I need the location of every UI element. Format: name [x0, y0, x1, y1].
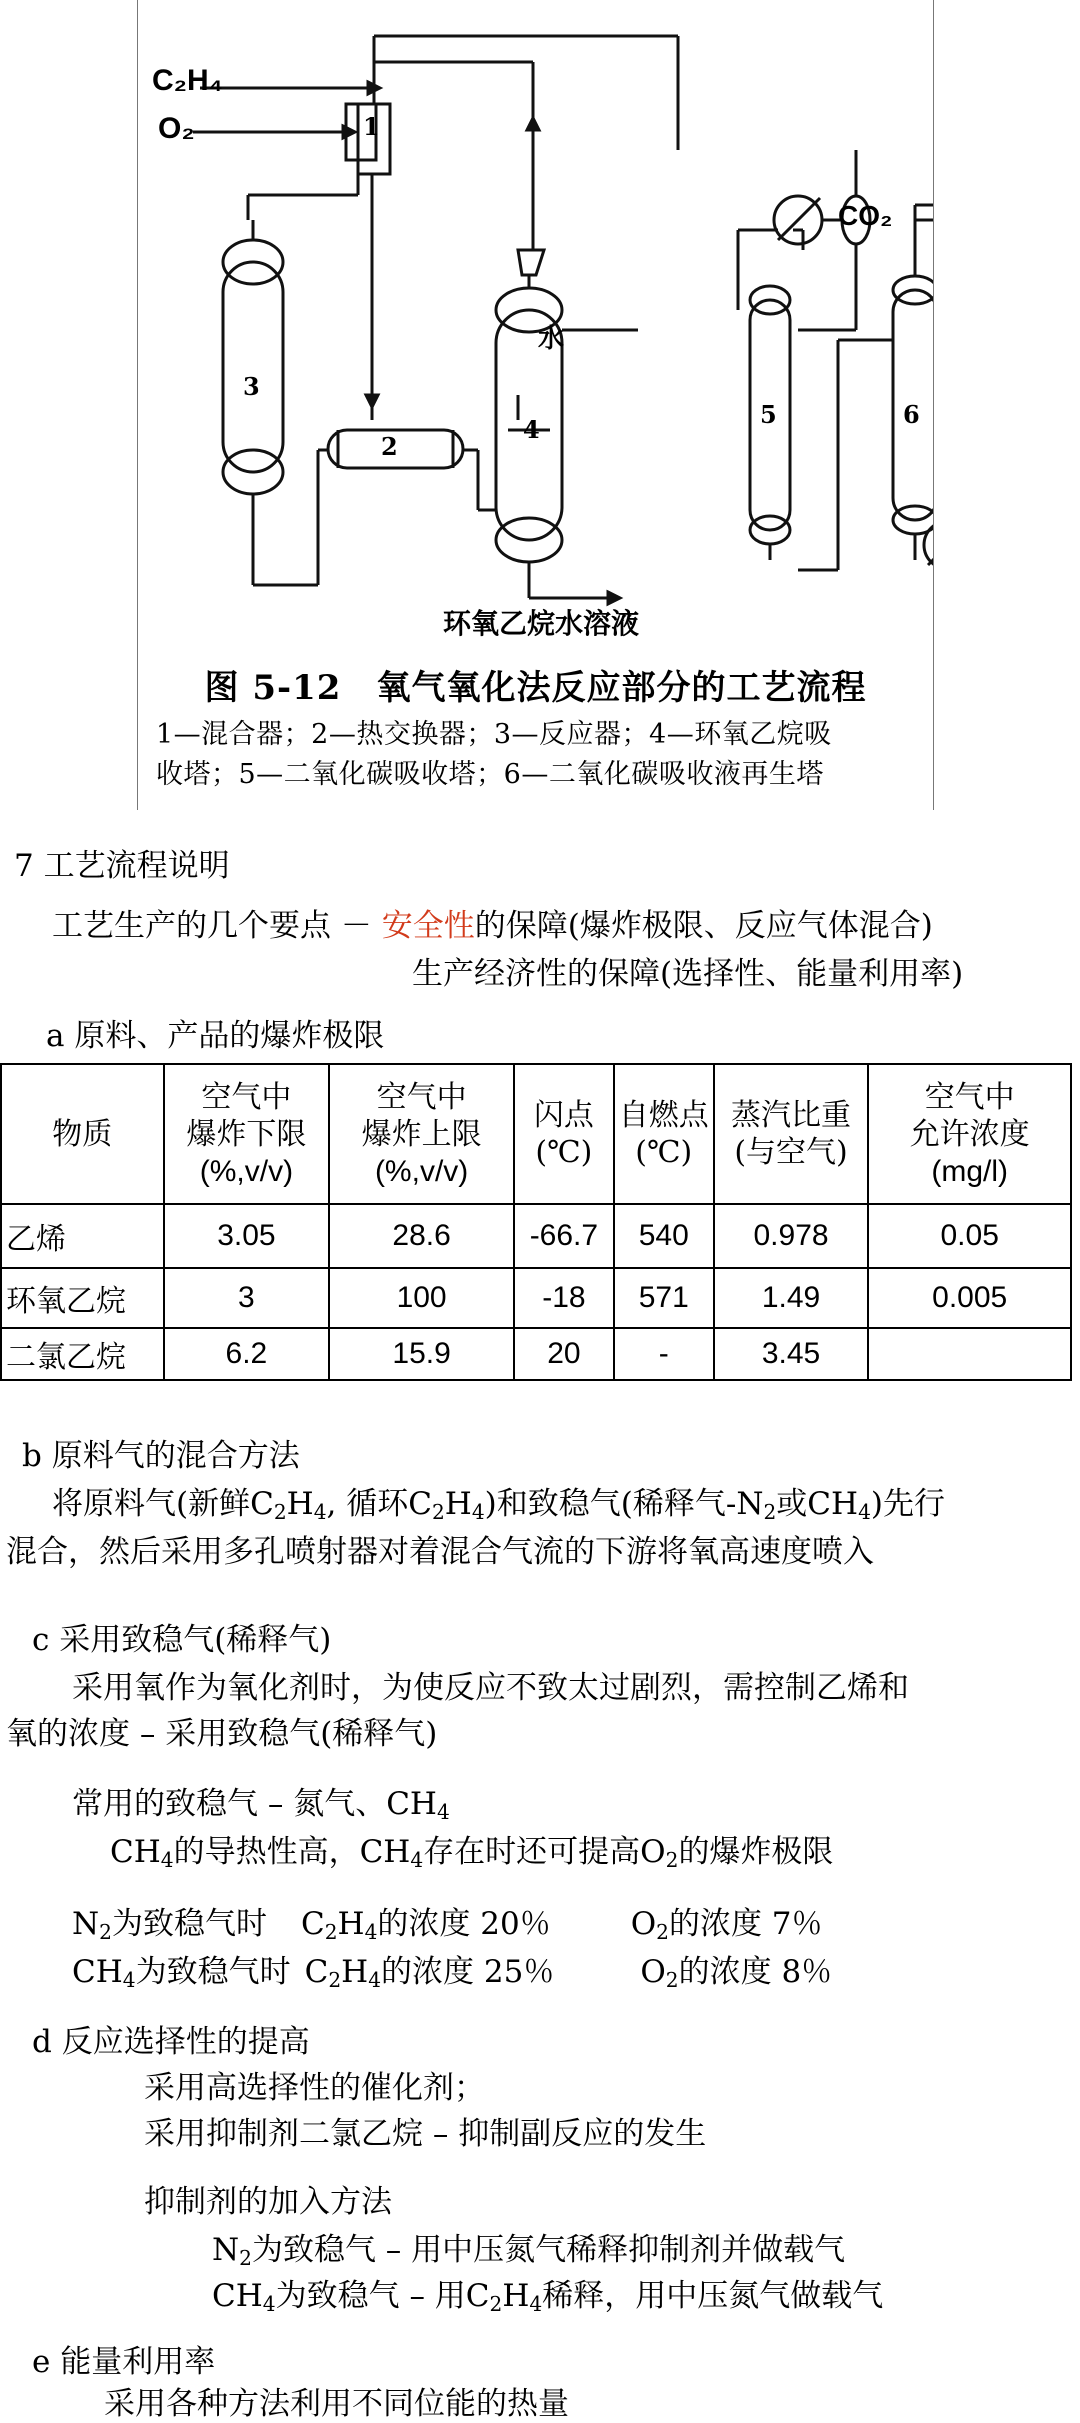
cell-vapor: 1.49: [714, 1268, 869, 1328]
ch-d: H: [341, 1954, 369, 1990]
b-sub-1: 2: [273, 1500, 287, 1525]
section-c-line2: 氧的浓度 – 采用致稳气(稀释气): [6, 1716, 438, 1752]
unit-4-label: 4: [523, 415, 540, 444]
cell-vapor: 0.978: [714, 1204, 869, 1268]
m2-sub-3: 4: [529, 2292, 543, 2317]
ch-c: C: [304, 1954, 329, 1990]
section-d-line2: 采用抑制剂二氯乙烷 – 抑制副反应的发生: [144, 2116, 707, 2152]
m1-sub: 2: [239, 2246, 252, 2271]
header-allowed-2: 允许浓度: [909, 1116, 1030, 1152]
ch-e: 的浓度 25％: [381, 1954, 555, 1990]
ch4-c: 存在时还可提高O: [423, 1834, 666, 1870]
header-lower-3: (%,v/v): [199, 1154, 294, 1188]
table-header-row: [1, 1064, 1071, 1204]
common-stabilizer-line: [72, 1778, 450, 1824]
b-sub-5: 2: [763, 1500, 777, 1525]
n2-sub-4: 2: [656, 1920, 669, 1945]
ch-sub-1: 4: [122, 1968, 136, 1993]
product-label: 环氧乙烷水溶液: [443, 607, 640, 640]
b-sub-4: 4: [471, 1500, 485, 1525]
header-lower-1: 空气中: [201, 1079, 292, 1115]
m1-a: N: [212, 2232, 240, 2268]
m2-sub-2: 2: [489, 2292, 503, 2317]
ch4-sub-3: 2: [665, 1848, 679, 1873]
unit-1-label: 1: [363, 112, 380, 141]
safety-rest: 的保障(爆炸极限、反应气体混合): [474, 908, 933, 944]
figure-legend-line1: 1—混合器；2—热交换器；3—反应器；4—环氧乙烷吸: [156, 719, 832, 750]
unit-6-label: 6: [903, 400, 920, 429]
cell-lower: 3.05: [164, 1204, 330, 1268]
header-vapor-density: [714, 1064, 869, 1204]
section-a-title: a 原料、产品的爆炸极限: [46, 1018, 385, 1054]
m2-a: CH: [212, 2278, 263, 2314]
n2-a: N: [72, 1906, 100, 1942]
section-e-line1: 采用各种方法利用不同位能的热量: [104, 2386, 569, 2422]
header-upper-3: (%,v/v): [374, 1154, 469, 1188]
m2-b: 为致稳气 – 用C: [275, 2278, 490, 2314]
water-label: 水: [538, 324, 565, 354]
ch-a: CH: [72, 1954, 123, 1990]
header-upper-limit: [329, 1064, 514, 1204]
co2-vent-diagram: [138, 0, 933, 640]
section-b-title: b 原料气的混合方法: [22, 1438, 300, 1474]
header-flash-point: [514, 1064, 614, 1204]
n2-sub-2: 2: [324, 1920, 338, 1945]
section-e-title: e 能量利用率: [32, 2344, 216, 2380]
header-lower-2: 爆炸下限: [186, 1116, 307, 1152]
cell-upper: 100: [329, 1268, 514, 1328]
cell-allowed: 0.005: [868, 1268, 1071, 1328]
cell-ignition: 571: [614, 1268, 714, 1328]
header-allowed-1: 空气中: [924, 1079, 1015, 1115]
table-row: [1, 1328, 1071, 1380]
m2-sub-1: 4: [262, 2292, 276, 2317]
ch-f: O: [640, 1954, 666, 1990]
n2-c: C: [300, 1906, 325, 1942]
b-l1-c: , 循环C: [326, 1486, 432, 1522]
header-vapor-1: 蒸汽比重: [731, 1098, 852, 1133]
header-substance-text: 物质: [52, 1116, 113, 1152]
header-lower-limit: [164, 1064, 330, 1204]
header-upper-2: 爆炸上限: [361, 1116, 482, 1152]
b-l1-d: H: [444, 1486, 472, 1522]
feed-o2-label: O₂: [158, 112, 195, 145]
figure-caption: 图 5-12 氧气氧化法反应部分的工艺流程: [204, 668, 867, 708]
cell-allowed: [868, 1328, 1071, 1380]
header-substance: [1, 1064, 164, 1204]
cell-name: 环氧乙烷: [1, 1268, 164, 1328]
header-allowed-concentration: [868, 1064, 1071, 1204]
section-c-line1: 采用氧作为氧化剂时，为使反应不致太过剧烈，需控制乙烯和: [72, 1670, 909, 1706]
section-d-title: d 反应选择性的提高: [32, 2024, 310, 2060]
cell-upper: 28.6: [329, 1204, 514, 1268]
n2-stabilizer-line: [72, 1898, 823, 1944]
cell-name: 乙烯: [1, 1204, 164, 1268]
cell-vapor: 3.45: [714, 1328, 869, 1380]
ch4-stabilizer-line: [72, 1946, 832, 1992]
n2-d: H: [337, 1906, 365, 1942]
m2-d: 稀释，用中压氮气做载气: [542, 2278, 884, 2314]
cell-ignition: 540: [614, 1204, 714, 1268]
table-row: [1, 1204, 1071, 1268]
cell-lower: 6.2: [164, 1328, 330, 1380]
b-l1-e: )和致稳气(稀释气-N: [484, 1486, 764, 1522]
ch-sub-4: 2: [665, 1968, 679, 1993]
ch4-d: 的爆炸极限: [678, 1834, 834, 1870]
inhibitor-method-n2: [212, 2224, 845, 2270]
header-upper-1: 空气中: [376, 1079, 467, 1115]
cell-flash: 20: [514, 1328, 614, 1380]
ch-sub-2: 2: [328, 1968, 342, 1993]
header-ignition-point: [614, 1064, 714, 1204]
key-points-prefix: 工艺生产的几个要点 －: [52, 908, 372, 944]
n2-f: O: [630, 1906, 657, 1942]
b-l1-b: H: [286, 1486, 314, 1522]
header-allowed-3: (mg/l): [931, 1154, 1009, 1188]
section-7-title: 7 工艺流程说明: [14, 848, 230, 884]
unit-2-label: 2: [381, 432, 398, 461]
section-b-line2: 混合，然后采用多孔喷射器对着混合气流的下游将氧高速度喷入: [6, 1534, 874, 1570]
m2-c: H: [502, 2278, 530, 2314]
ch4-thermal-line: [110, 1826, 833, 1872]
explosion-limits-table: [0, 1063, 1072, 1381]
header-vapor-2: (与空气): [734, 1135, 848, 1170]
inhibitor-method-title: 抑制剂的加入方法: [144, 2184, 392, 2220]
key-points-line: [52, 900, 933, 945]
table-row: [1, 1268, 1071, 1328]
ch4-sub-1: 4: [160, 1848, 174, 1873]
ch4-b: 的导热性高，CH: [173, 1834, 411, 1870]
m1-b: 为致稳气 – 用中压氮气稀释抑制剂并做载气: [251, 2232, 846, 2268]
header-ignition-1: 自燃点: [618, 1098, 709, 1133]
section-b-line1: [52, 1478, 945, 1524]
economy-line: 生产经济性的保障(选择性、能量利用率): [412, 956, 964, 992]
n2-sub-1: 2: [99, 1920, 112, 1945]
ch4-a: CH: [110, 1834, 161, 1870]
cell-name: 二氯乙烷: [1, 1328, 164, 1380]
b-l1-g: )先行: [870, 1486, 945, 1522]
cell-allowed: 0.05: [868, 1204, 1071, 1268]
inhibitor-method-ch4: [212, 2270, 883, 2316]
cell-upper: 15.9: [329, 1328, 514, 1380]
feed-c2h4-label: C₂H₄: [152, 64, 223, 97]
cell-flash: -18: [514, 1268, 614, 1328]
section-c-title: c 采用致稳气(稀释气): [32, 1622, 332, 1658]
b-sub-3: 2: [431, 1500, 445, 1525]
ch-b: 为致稳气时: [135, 1954, 291, 1990]
section-d-line1: 采用高选择性的催化剂；: [144, 2070, 485, 2106]
process-flow-figure: [137, 0, 934, 810]
unit-5-label: 5: [760, 400, 777, 429]
n2-e: 的浓度 20％: [377, 1906, 551, 1942]
ch4-sub-2: 4: [410, 1848, 424, 1873]
cell-ignition: -: [614, 1328, 714, 1380]
common-a: 常用的致稳气 – 氮气、CH: [72, 1786, 437, 1822]
n2-b: 为致稳气时: [111, 1906, 267, 1942]
ch-g: 的浓度 8％: [678, 1954, 833, 1990]
b-sub-2: 4: [313, 1500, 327, 1525]
header-flash-2: (℃): [535, 1135, 593, 1170]
ch-sub-3: 4: [368, 1968, 382, 1993]
b-l1-f: 或CH: [776, 1486, 859, 1522]
safety-highlight: 安全性: [381, 908, 475, 944]
n2-sub-3: 4: [364, 1920, 378, 1945]
co2-label: CO₂: [838, 200, 893, 231]
unit-3-label: 3: [243, 372, 260, 401]
header-flash-1: 闪点: [533, 1098, 594, 1133]
common-sub: 4: [436, 1800, 450, 1825]
cell-lower: 3: [164, 1268, 330, 1328]
b-l1-a: 将原料气(新鲜C: [52, 1486, 274, 1522]
n2-g: 的浓度 7％: [668, 1906, 823, 1942]
b-sub-6: 4: [858, 1500, 871, 1525]
header-ignition-2: (℃): [635, 1135, 693, 1170]
figure-legend-line2: 收塔；5—二氧化碳吸收塔；6—二氧化碳吸收液再生塔: [156, 759, 824, 790]
cell-flash: -66.7: [514, 1204, 614, 1268]
